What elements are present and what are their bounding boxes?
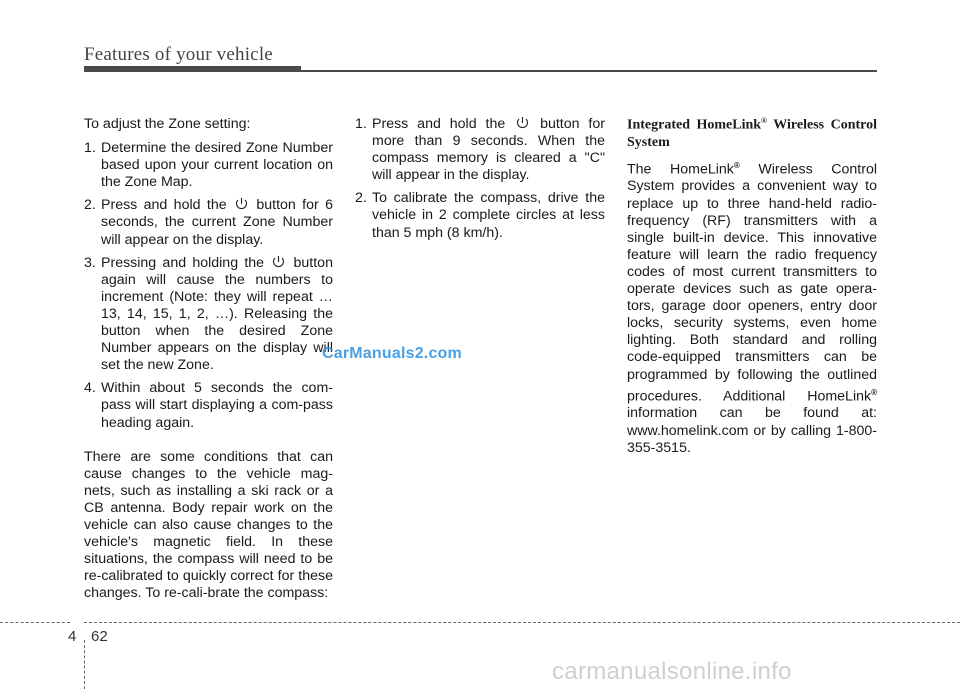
list-item	[84, 255, 333, 375]
heading-text-post: Wireless Control System	[627, 117, 877, 150]
chapter-number: 4	[68, 628, 77, 645]
step-text-post: button again will cause the numbers to increment (Note: they will repeat …13, 14, 15, 1, 2, …). Releasing the button when the desired Zone Number appears on the display will set the new Zone.	[101, 254, 333, 374]
step-text-pre: Press and hold the	[372, 116, 506, 132]
step-number: 3.	[84, 254, 96, 271]
step-text: Within about 5 seconds the com-pass will start displaying a com-pass heading again.	[101, 380, 333, 431]
body-text-pre: The HomeLink	[627, 161, 734, 178]
step-text: To calibrate the compass, drive the vehicle in 2 complete circles at less than 5 mph (8 km/h).	[372, 190, 605, 241]
header-rule-thick	[84, 66, 301, 72]
heading-text-pre: Integrated HomeLink	[627, 117, 762, 133]
header-rule-thin	[301, 70, 877, 72]
step-number: 1.	[84, 140, 96, 157]
list-item	[355, 116, 605, 184]
step-text: Determine the desired Zone Number based upon your current location on the Zone Map.	[101, 140, 333, 191]
homelink-heading	[627, 112, 877, 151]
column-middle	[355, 90, 605, 248]
list-item	[84, 380, 333, 431]
step-text-post: button for 6 seconds, the current Zone Number will appear on the display.	[101, 197, 333, 248]
watermark-text: CarManuals2.com	[322, 345, 462, 362]
homelink-body	[627, 157, 877, 457]
step-number: 2.	[355, 190, 367, 207]
footer-vertical-rule	[84, 640, 85, 689]
zone-intro: To adjust the Zone setting:	[84, 116, 251, 132]
compass-button-icon	[235, 197, 248, 210]
list-item	[84, 197, 333, 248]
list-item	[84, 140, 333, 191]
body-text-post: information can be found at: www.homelink.com or by calling 1-800-355-3515.	[627, 405, 877, 456]
footer-rule-right	[84, 622, 960, 623]
list-item	[355, 190, 605, 241]
registered-mark: ®	[733, 160, 740, 170]
column-right	[627, 90, 877, 457]
step-number: 1.	[355, 116, 367, 132]
recalibrate-paragraph: There are some conditions that can cause changes to the vehicle mag-nets, such as installing a ski rack or a CB antenna. Body repair work on the vehicle can also cause changes to the vehicle's magnetic field. In these situations, the compass will need to be re-calibrated to quickly correct for these changes. To re-cali-brate the compass:	[84, 448, 333, 602]
registered-mark: ®	[761, 116, 768, 125]
step-number: 4.	[84, 380, 96, 397]
step-text-pre: Pressing and holding the	[101, 254, 265, 271]
compass-button-icon	[272, 255, 285, 268]
page-header-title: Features of your vehicle	[84, 44, 273, 65]
registered-mark: ®	[871, 387, 877, 397]
body-text-mid: Wireless Control System provides a convenient way to replace up to three hand-held radio-frequency (RF) transmitters with a single built-in device. This innovative feature will learn the radio frequency codes of most current transmitters to operate devices such as gate opera-tors, garage door openers, entry door locks, security systems, even home lighting. Both standard and rolling code-equipped transmitters can be programmed by following the outlined procedures. Additional HomeLink	[627, 161, 877, 405]
compass-button-icon	[516, 116, 529, 129]
site-watermark: carmanualsonline.info	[552, 658, 792, 685]
page-number: 62	[91, 628, 108, 645]
step-text-post: button for more than 9 seconds. When the compass memory is cleared a "C" will appear in the display.	[372, 116, 605, 184]
step-text-pre: Press and hold the	[101, 197, 227, 214]
footer-rule-left	[0, 622, 70, 623]
step-number: 2.	[84, 197, 96, 214]
column-left	[84, 90, 333, 602]
